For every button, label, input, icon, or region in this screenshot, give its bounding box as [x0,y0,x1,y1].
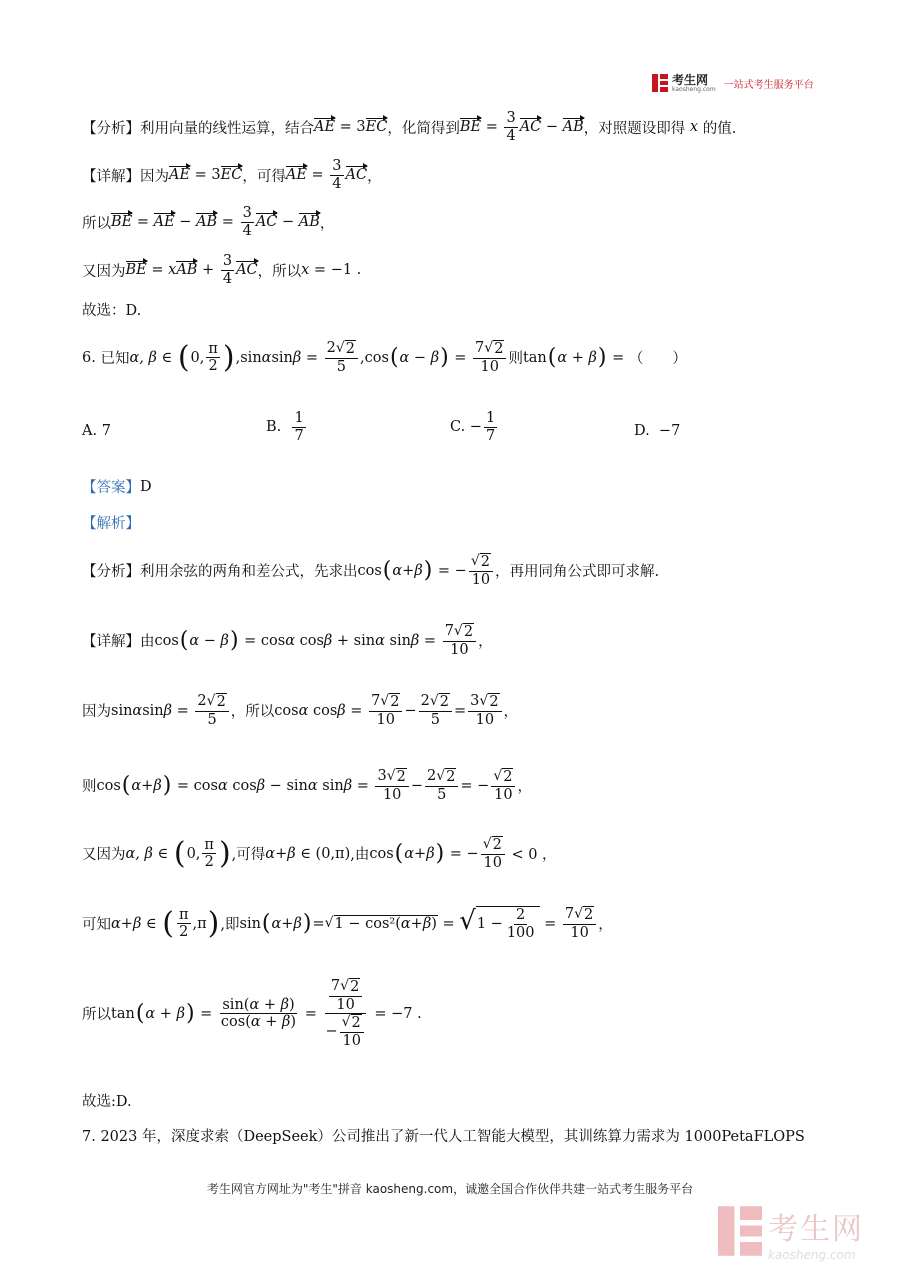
q5-detail-line: 【详解】 因为 AE = 3 EC ，可得 AE = $\frac{3}{4}$ AC ， [82,158,382,192]
q6-detail-line6: 所以 tan ( α + β ) = $\frac{\sin(\alpha + \beta)}{\cos(\alpha + \beta)}$ = 7 √ 2 10 − √ 2 10 = −7 . [82,978,422,1050]
watermark-name: 考生网 [768,1212,864,1247]
watermark-domain: kaosheng.com [768,1248,856,1262]
logo-domain: kaosheng.com [672,85,716,93]
q6-option-d[interactable]: D. −7 [634,423,681,439]
header-logo[interactable] [652,72,814,94]
q7-stem: 7. 2023 年，深度求索（DeepSeek）公司推出了新一代人工智能大模型，其训练算力需求为 1000PetaFLOPS [82,1129,805,1145]
q6-detail-line1: 【详解】 由 cos ( α − β ) = cos α cos β + sin α sin β = 7 √ 2 10 ， [82,623,493,658]
q6-detail-line5: 可知 α+β ∈ ( $\frac{\pi}{2}$ ,π ) ,即 sin ( α+β ) = √ 1 − cos²(α+β) = √ 1 − $\frac{2}{100}$ = 7 √ 2 10 ， [82,906,613,942]
q6-option-a[interactable]: A. 7 [82,423,111,439]
q6-detail-line3: 则 cos ( α+β ) = cos α cos β − sin α sin β = 3 √ 2 10 − 2 √ 2 5 = − √ 2 10 ， [82,768,532,803]
page-footer: 考生网官方网址为"考生"拼音 kaosheng.com，诚邀全国合作伙伴共建一站式考生服务平台 [206,1182,694,1196]
watermark [718,1203,864,1263]
logo-name: 考生网 [672,72,709,87]
q6-detail-line4: 又因为 α, β ∈ ( 0, $\frac{\pi}{2}$ ) ,可得 α+β ∈ (0,π) ,由 cos ( α+β ) = − √ 2 10 < 0 ， [82,836,557,872]
q6-answer: 【答案】 D [82,478,152,496]
q6-stem: 6. 已知 α, β ∈ ( 0, $\frac{\pi}{2}$ ) ,sin α sin β = 2 √ 2 5 ,cos ( α − β ) = 7 √ 2 10 则 tan ( α + β ) = （ ） [82,340,687,376]
q6-analysis-line: 【分析】 利用余弦的两角和差公式，先求出 cos ( α+β ) = − √ 2 10 ，再用同角公式即可求解. [82,553,660,588]
q5-analysis-line: 【分析】 利用向量的线性运算，结合 AE = 3 EC ，化简得到 BE = $\frac{3}{4}$ AC − AB ，对照题设即得 x 的值. [82,110,737,144]
q5-choose: 故选：D. [82,303,142,319]
kaosheng-watermark-icon [718,1205,762,1261]
q6-choose: 故选:D. [82,1094,132,1110]
kaosheng-logo-icon [652,74,668,92]
q5-so-line: 所以 BE = AE − AB = $\frac{3}{4}$ AC − AB ， [82,205,335,239]
q6-option-b[interactable]: B. $\frac{1}{7}$ [266,410,304,444]
q6-option-c[interactable]: C. − $\frac{1}{7}$ [450,410,496,444]
q6-detail-line2: 因为 sin α sin β = 2 √ 2 5 ，所以 cos α cos β = 7 √ 2 10 − 2 √ 2 5 = 3 √ 2 10 ， [82,693,519,728]
logo-tagline: 一站式考生服务平台 [723,79,814,91]
q5-and-line: 又因为 BE = x AB + $\frac{3}{4}$ AC ，所以 x = −1 . [82,253,362,287]
q6-parse-tag: 【解析】 [82,516,140,532]
